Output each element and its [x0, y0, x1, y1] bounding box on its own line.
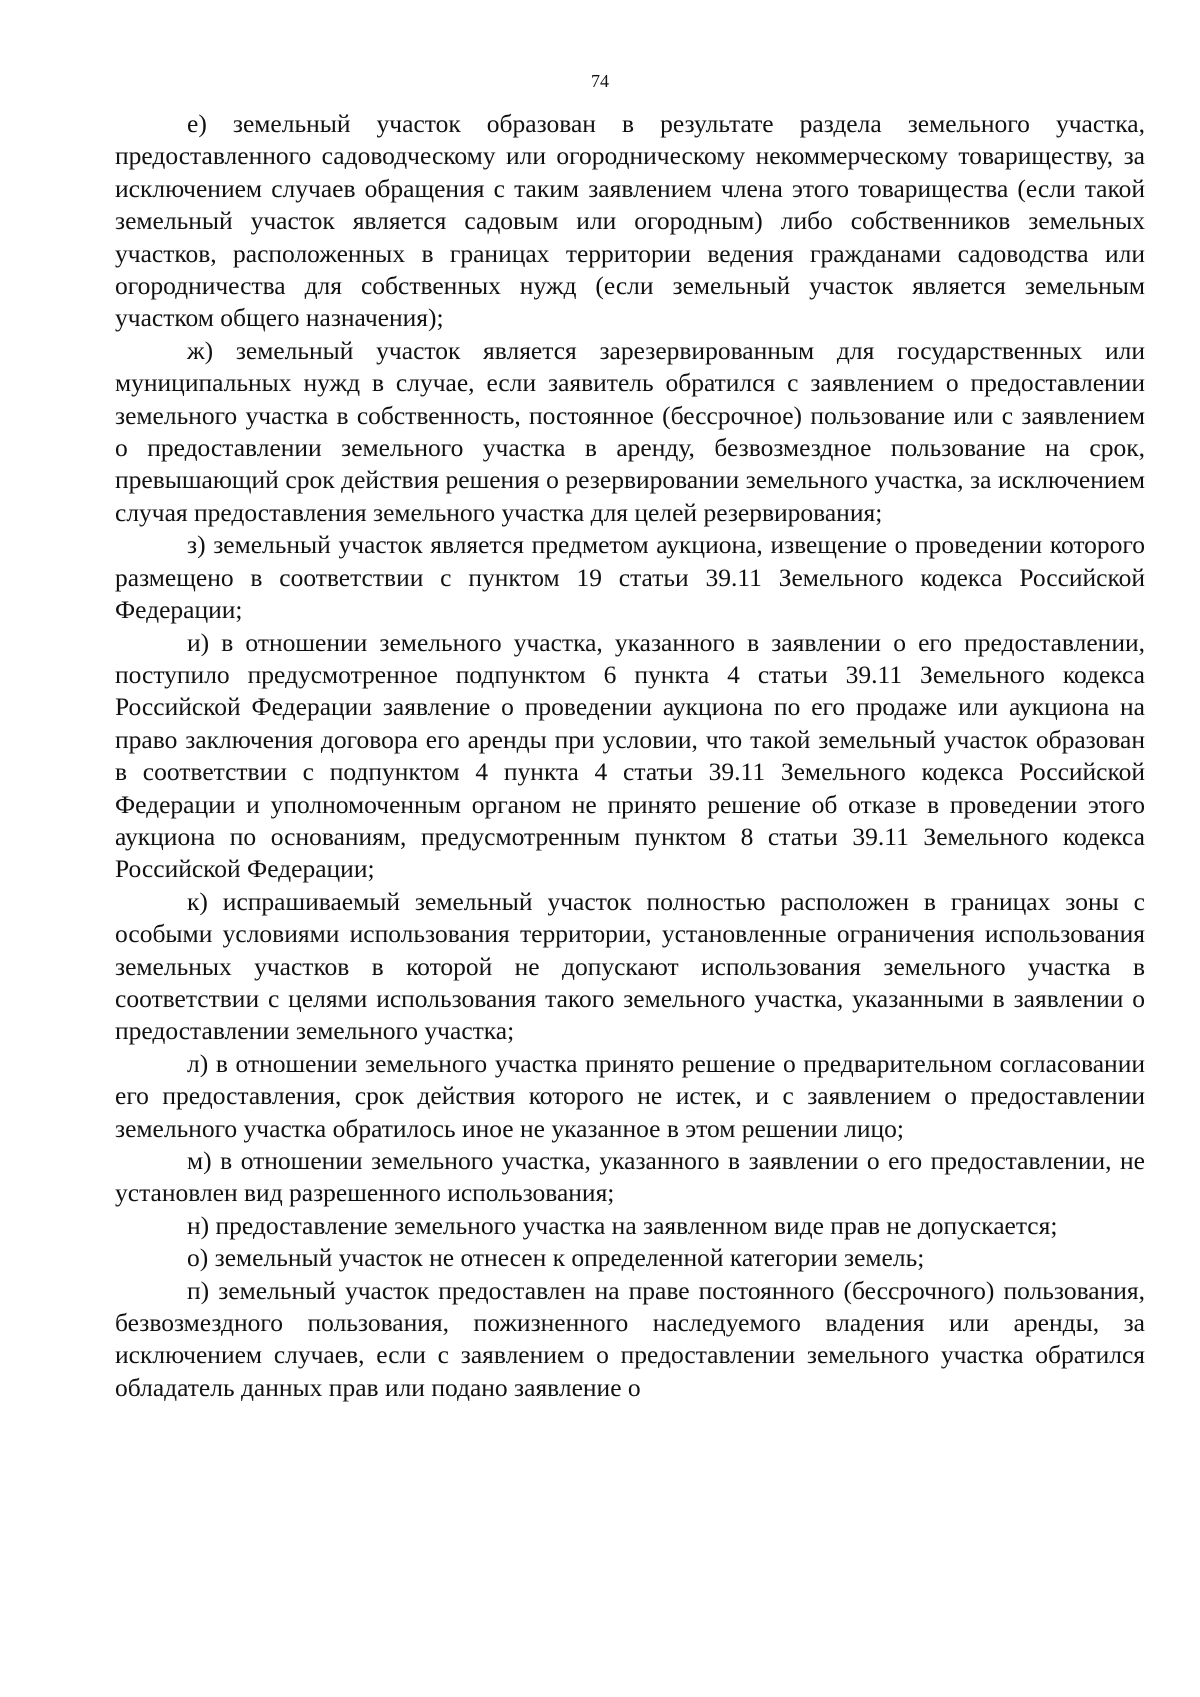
- paragraph-e: е) земельный участок образован в результате раздела земельного участка, предоставленного садоводческому или огородническому некоммерческому товариществу, за исключением случаев обращения с таким заявлением члена этого товарищества (если такой земельный участок является садовым или огородным) либо собственников земельных участков, расположенных в границах территории ведения гражданами садоводства или огородничества для собственных нужд (если земельный участок является земельным участком общего назначения);: [115, 109, 1145, 333]
- paragraph-i: и) в отношении земельного участка, указанного в заявлении о его предоставлении, поступило предусмотренное подпунктом 6 пункта 4 статьи 39.11 Земельного кодекса Российской Федерации заявление о проведении аукциона по его продаже или аукциона на право заключения договора его аренды при условии, что такой земельный участок образован в соответствии с подпунктом 4 пункта 4 статьи 39.11 Земельного кодекса Российской Федерации и уполномоченным органом не принято решение об отказе в проведении этого аукциона по основаниям, предусмотренным пунктом 8 статьи 39.11 Земельного кодекса Российской Федерации;: [115, 627, 1145, 884]
- paragraph-o: о) земельный участок не отнесен к определенной категории земель;: [187, 1243, 925, 1273]
- paragraph-n: н) предоставление земельного участка на заявленном виде прав не допускается;: [187, 1210, 1058, 1240]
- paragraph-k: к) испрашиваемый земельный участок полностью расположен в границах зоны с особыми условиями использования территории, установленные ограничения использования земельных участков в которой не допускают использования земельного участка в соответствии с целями использования такого земельного участка, указанными в заявлении о предоставлении земельного участка;: [115, 886, 1145, 1046]
- paragraph-p: п) земельный участок предоставлен на праве постоянного (бессрочного) пользования, безвозмездного пользования, пожизненного наследуемого владения или аренды, за исключением случаев, если с заявлением о предоставлении земельного участка обратился обладатель данных прав или подано заявление о: [115, 1275, 1145, 1402]
- document-body: [115, 108, 1145, 1404]
- paragraph-z: з) земельный участок является предметом аукциона, извещение о проведении которого размещено в соответствии с пунктом 19 статьи 39.11 Земельного кодекса Российской Федерации;: [115, 530, 1145, 625]
- page-number: 74: [591, 71, 609, 91]
- paragraph-m: м) в отношении земельного участка, указанного в заявлении о его предоставлении, не установлен вид разрешенного использования;: [115, 1146, 1145, 1208]
- paragraph-zh: ж) земельный участок является зарезервированным для государственных или муниципальных нужд в случае, если заявитель обратился с заявлением о предоставлении земельного участка в собственность, постоянное (бессрочное) пользование или с заявлением о предоставлении земельного участка в аренду, безвозмездное пользование на срок, превышающий срок действия решения о резервировании земельного участка, за исключением случая предоставления земельного участка для целей резервирования;: [115, 335, 1145, 527]
- paragraph-l: л) в отношении земельного участка принято решение о предварительном согласовании его предоставления, срок действия которого не истек, и с заявлением о предоставлении земельного участка обратилось иное не указанное в этом решении лицо;: [115, 1048, 1145, 1143]
